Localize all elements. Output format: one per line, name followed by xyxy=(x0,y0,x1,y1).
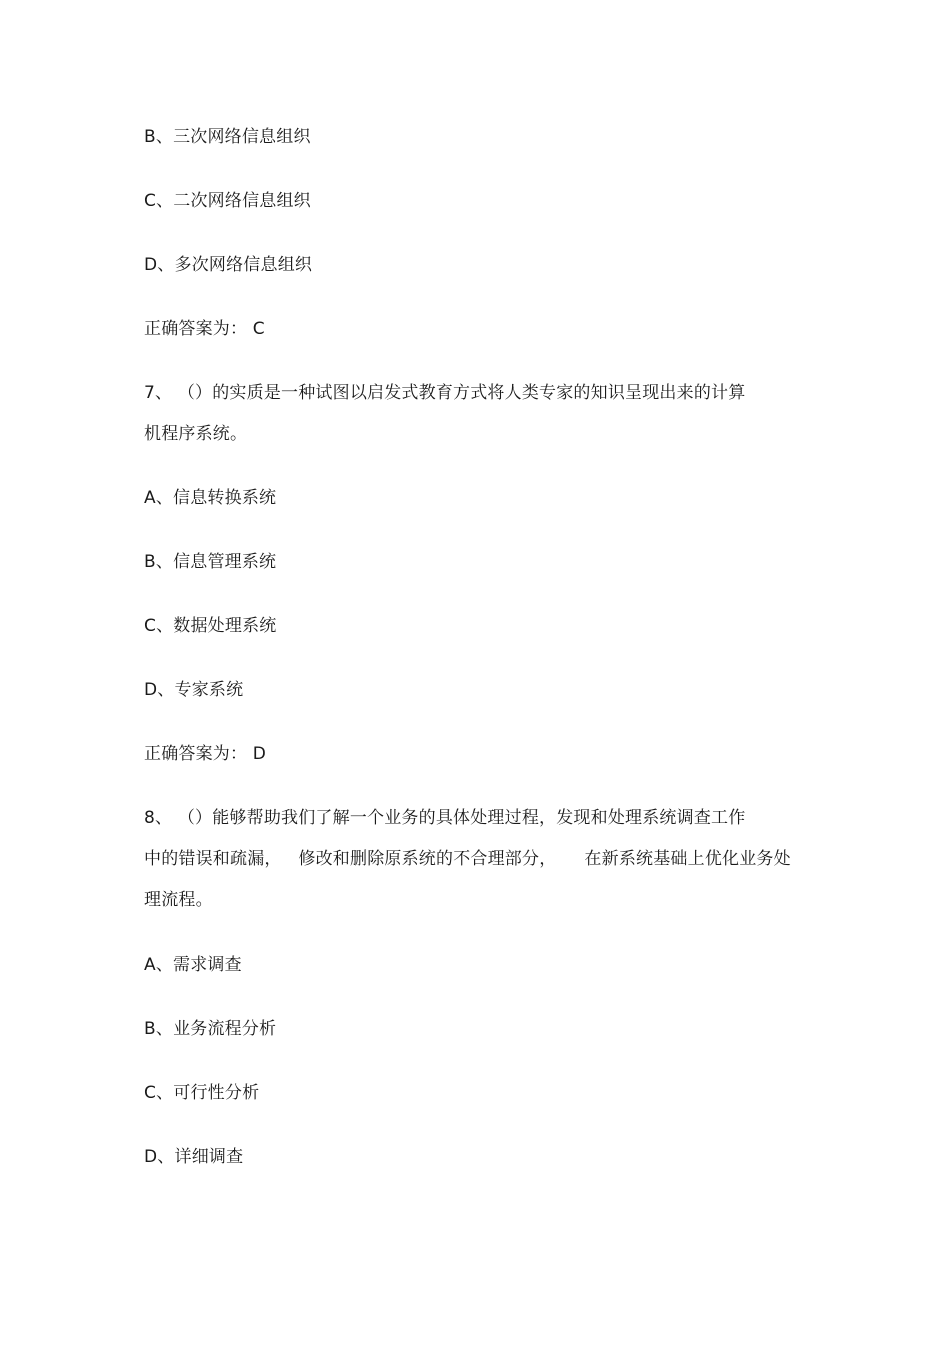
question-7-answer: 正确答案为： D xyxy=(144,744,267,764)
question-8-option-b: B、业务流程分析 xyxy=(144,1019,277,1039)
question-8-text: 8、 （）能够帮助我们了解一个业务的具体处理过程，发现和处理系统调查工作 xyxy=(144,808,746,828)
question-8-option-a: A、需求调查 xyxy=(144,955,242,975)
question-7-option-b: B、信息管理系统 xyxy=(144,552,277,572)
question-7-option-d: D、专家系统 xyxy=(144,680,244,700)
option-c: C、二次网络信息组织 xyxy=(144,191,311,211)
question-7-text-cont: 机程序系统。 xyxy=(144,424,248,444)
correct-answer: 正确答案为： C xyxy=(144,319,265,339)
question-7-option-c: C、数据处理系统 xyxy=(144,616,277,636)
question-8-text-end: 理流程。 xyxy=(144,890,213,910)
question-8-text-cont: 中的错误和疏漏， 修改和删除原系统的不合理部分， 在新系统基础上优化业务处 xyxy=(144,849,791,869)
option-b: B、三次网络信息组织 xyxy=(144,127,311,147)
question-7-text: 7、 （）的实质是一种试图以启发式教育方式将人类专家的知识呈现出来的计算 xyxy=(144,383,746,403)
question-8-option-c: C、可行性分析 xyxy=(144,1083,260,1103)
option-d: D、多次网络信息组织 xyxy=(144,255,313,275)
question-7-option-a: A、信息转换系统 xyxy=(144,488,277,508)
question-8-option-d: D、详细调查 xyxy=(144,1147,244,1167)
